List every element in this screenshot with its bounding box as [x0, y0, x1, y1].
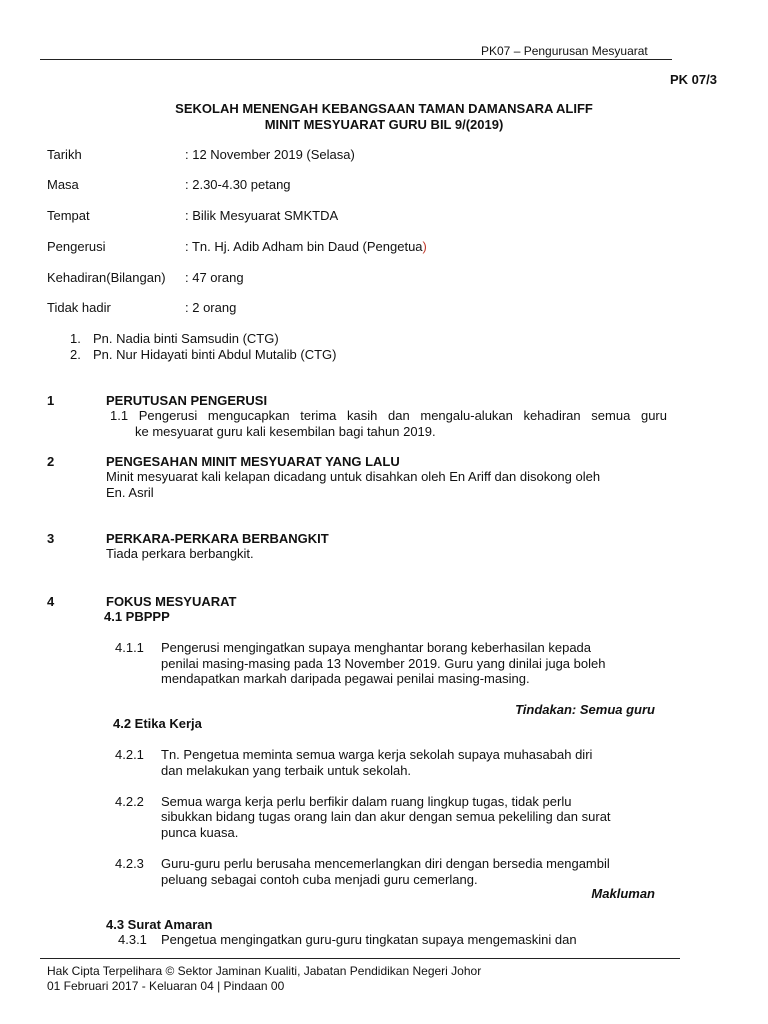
section-2-line-2: En. Asril [106, 485, 154, 500]
info-label-tidak-hadir: Tidak hadir [47, 300, 111, 315]
section-3-heading: PERKARA-PERKARA BERBANGKIT [106, 531, 329, 546]
section-1-number: 1 [47, 393, 55, 408]
item-4-1-1-line-1: Pengerusi mengingatkan supaya menghantar borang keberhasilan kepada [161, 640, 592, 655]
item-4-2-2-line-3: punca kuasa. [161, 825, 239, 840]
item-number: 4.2.3 [115, 856, 144, 871]
section-1-line-1: 1.1 Pengerusi mengucapkan terima kasih dan mengalu-alukan kehadiran semua guru [110, 408, 667, 423]
form-code: PK 07/3 [670, 72, 717, 87]
absentee-name: Pn. Nadia binti Samsudin (CTG) [93, 331, 279, 346]
footer-rule [40, 958, 680, 959]
info-value-pengerusi [185, 239, 427, 255]
absentee-number: 2. [70, 347, 81, 362]
section-4-heading: FOKUS MESYUARAT [106, 594, 237, 609]
info-value-tarikh: : 12 November 2019 (Selasa) [185, 147, 355, 162]
item-number: 4.2.1 [115, 747, 144, 762]
item-4-1-1-line-2: penilai masing-masing pada 13 November 2019. Guru yang dinilai juga boleh [161, 656, 606, 671]
section-4-number: 4 [47, 594, 55, 609]
item-number: 4.3.1 [118, 932, 147, 947]
makluman-note: Makluman [591, 886, 655, 901]
item-4-1-1-line-3: mendapatkan markah daripada pegawai penilai masing-masing. [161, 671, 530, 686]
item-4-2-2-line-2: sibukkan bidang tugas orang lain dan akur dengan semua pekeliling dan surat [161, 809, 611, 824]
item-number: 4.2.2 [115, 794, 144, 809]
header-reference: PK07 – Pengurusan Mesyuarat [481, 44, 648, 58]
pengerusi-close-paren: ) [422, 239, 427, 254]
info-value-tempat: : Bilik Mesyuarat SMKTDA [185, 208, 339, 223]
info-value-tidak-hadir: : 2 orang [185, 300, 237, 315]
item-4-3-1-line-1: Pengetua mengingatkan guru-guru tingkatan supaya mengemaskini dan [161, 932, 577, 947]
info-value-masa: : 2.30-4.30 petang [185, 177, 291, 192]
item-4-2-1-line-2: dan melakukan yang terbaik untuk sekolah. [161, 763, 412, 778]
item-number: 4.1.1 [115, 640, 144, 655]
section-1-heading: PERUTUSAN PENGERUSI [106, 393, 268, 408]
school-name: SEKOLAH MENENGAH KEBANGSAAN TAMAN DAMANSARA ALIFF [175, 101, 593, 116]
section-3-number: 3 [47, 531, 55, 546]
item-4-2-2-line-1: Semua warga kerja perlu berfikir dalam ruang lingkup tugas, tidak perlu [161, 794, 572, 809]
info-label-masa: Masa [47, 177, 79, 192]
header-rule [40, 59, 672, 60]
info-label-tempat: Tempat [47, 208, 90, 223]
absentee-name: Pn. Nur Hidayati binti Abdul Mutalib (CTG) [93, 347, 337, 362]
item-4-2-3-line-1: Guru-guru perlu berusaha mencemerlangkan diri dengan bersedia mengambil [161, 856, 610, 871]
subsection-4-2-heading: 4.2 Etika Kerja [113, 716, 202, 731]
info-label-tarikh: Tarikh [47, 147, 82, 162]
tindakan-note: Tindakan: Semua guru [515, 702, 655, 717]
info-label-pengerusi: Pengerusi [47, 239, 106, 254]
subsection-4-1-heading: 4.1 PBPPP [104, 609, 170, 624]
section-2-line-1: Minit mesyuarat kali kelapan dicadang untuk disahkan oleh En Ariff dan disokong oleh [106, 469, 601, 484]
section-3-line-1: Tiada perkara berbangkit. [106, 546, 254, 561]
section-2-heading: PENGESAHAN MINIT MESYUARAT YANG LALU [106, 454, 400, 469]
item-4-2-3-line-2: peluang sebagai contoh cuba menjadi guru cemerlang. [161, 872, 478, 887]
subsection-4-3-heading: 4.3 Surat Amaran [106, 917, 213, 932]
footer-copyright: Hak Cipta Terpelihara © Sektor Jaminan Kualiti, Jabatan Pendidikan Negeri Johor [47, 964, 482, 978]
pengerusi-name: : Tn. Hj. Adib Adham bin Daud (Pengetua [185, 239, 423, 254]
info-value-kehadiran: : 47 orang [185, 270, 244, 285]
section-1-line-2: ke mesyuarat guru kali kesembilan bagi tahun 2019. [135, 424, 436, 439]
section-2-number: 2 [47, 454, 55, 469]
item-4-2-1-line-1: Tn. Pengetua meminta semua warga kerja sekolah supaya muhasabah diri [161, 747, 593, 762]
absentee-number: 1. [70, 331, 81, 346]
info-label-kehadiran: Kehadiran(Bilangan) [47, 270, 166, 285]
footer-version: 01 Februari 2017 - Keluaran 04 | Pindaan 00 [47, 979, 285, 993]
minutes-title: MINIT MESYUARAT GURU BIL 9/(2019) [264, 117, 504, 132]
